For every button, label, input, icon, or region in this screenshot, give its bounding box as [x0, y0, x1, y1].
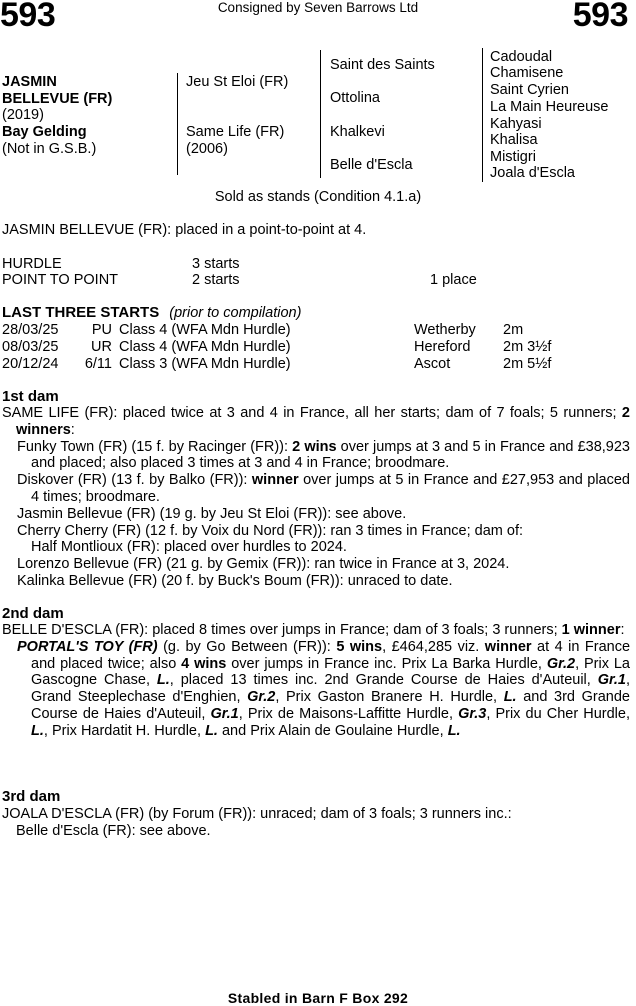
second-dam-intro: BELLE D'ESCLA (FR): placed 8 times over jumps in France; dam of 3 foals; 3 runners; 1 winner: [2, 622, 625, 638]
start-distance: 2m 5½f [503, 356, 552, 372]
pedigree-gen3-item: Belle d'Escla [330, 157, 413, 173]
horse-gsb: (Not in G.S.B.) [2, 141, 97, 157]
stabling-footer: Stabled in Barn F Box 292 [227, 990, 409, 1006]
pedigree-gen3-item: Saint des Saints [330, 57, 435, 73]
record-type: POINT TO POINT [2, 272, 119, 288]
pedigree-gen4-item: Cadoudal [490, 49, 553, 65]
pedigree-divider-3 [482, 48, 483, 182]
first-dam-foal: Cherry Cherry (FR) (12 f. by Voix du Nord (FR)): ran 3 times in France; dam of: [17, 522, 524, 539]
start-position: UR [91, 339, 112, 355]
record-places: 1 place [430, 272, 477, 288]
pedigree-gen4-item: Chamisene [490, 65, 564, 81]
start-distance: 2m [503, 322, 524, 338]
lot-number-right: 593 [572, 0, 628, 34]
pedigree-divider-2 [320, 50, 321, 178]
first-dam-foal: Kalinka Bellevue (FR) (20 f. by Buck's Boum (FR)): unraced to date. [17, 572, 453, 589]
lot-number-left: 593 [0, 0, 56, 34]
pedigree-gen4-item: Kahyasi [490, 116, 542, 132]
third-dam-foal: Belle d'Escla (FR): see above. [16, 823, 211, 839]
pedigree-sire: Jeu St Eloi (FR) [186, 74, 289, 90]
start-date: 08/03/25 [2, 339, 59, 355]
second-dam-heading: 2nd dam [2, 605, 64, 622]
start-position: PU [91, 322, 112, 338]
record-starts: 2 starts [192, 272, 240, 288]
third-dam-heading: 3rd dam [2, 788, 61, 805]
start-position: 6/11 [84, 356, 112, 372]
start-course: Hereford [414, 339, 471, 355]
start-race: Class 3 (WFA Mdn Hurdle) [119, 356, 291, 372]
second-dam-foal: PORTAL'S TOY (FR) (g. by Go Between (FR)): 5 wins, £464,285 viz. winner at 4 in France and placed twice; also 4 wins over jumps in France inc. Prix La Barka Hurdle, Gr.2, Prix La Gascogne Chase, L., placed 13 times inc. 2nd Grande Course de Haies d'Auteuil, Gr.1, Grand Steeplechase d'Enghien, Gr.2, Prix Gaston Branere H. Hurdle, L. and 3rd Grande Course de Haies d'Auteuil, Gr.1, Prix de Maisons-Laffitte Hurdle, Gr.3, Prix du Cher Hurdle, L., Prix Hardatit H. Hurdle, L. and Prix Alain de Goulaine Hurdle, L. [17, 638, 631, 739]
horse-name-line1: JASMIN [2, 74, 57, 90]
pedigree-divider-1 [177, 73, 178, 175]
first-dam-grandfoal: Half Montlioux (FR): placed over hurdles to 2024. [31, 539, 347, 556]
horse-name-line2: BELLEVUE (FR) [2, 91, 113, 107]
pedigree-gen3-item: Khalkevi [330, 124, 385, 140]
first-dam-heading: 1st dam [2, 388, 59, 405]
pedigree-gen3-item: Ottolina [330, 90, 380, 106]
start-course: Ascot [414, 356, 451, 372]
record-type: HURDLE [2, 256, 62, 272]
pedigree-dam-year: (2006) [186, 141, 228, 157]
record-starts: 3 starts [192, 256, 240, 272]
summary: JASMIN BELLEVUE (FR): placed in a point-to-point at 4. [2, 222, 367, 238]
last-three-heading-row [2, 305, 301, 321]
pedigree-gen4-item: Joala d'Escla [490, 165, 575, 181]
last-three-heading: LAST THREE STARTS [2, 304, 160, 321]
pedigree-gen4-item: Khalisa [490, 132, 538, 148]
start-date: 20/12/24 [2, 356, 59, 372]
horse-year: (2019) [2, 107, 44, 123]
start-course: Wetherby [414, 322, 476, 338]
first-dam-section [2, 405, 630, 590]
pedigree-gen4-item: La Main Heureuse [490, 99, 609, 115]
pedigree-dam: Same Life (FR) [186, 124, 285, 140]
first-dam-foal: Funky Town (FR) (15 f. by Racinger (FR)): 2 wins over jumps at 3 and 5 in France and £38,923 and placed; also placed 3 times at 3 and 4 in France; broodmare. [17, 438, 630, 472]
start-race: Class 4 (WFA Mdn Hurdle) [119, 339, 291, 355]
first-dam-foal: Jasmin Bellevue (FR) (19 g. by Jeu St Eloi (FR)): see above. [17, 505, 407, 522]
first-dam-foal: Lorenzo Bellevue (FR) (21 g. by Gemix (FR)): ran twice in France at 3, 2024. [17, 556, 510, 573]
second-dam-section [2, 622, 630, 740]
start-distance: 2m 3½f [503, 339, 552, 355]
consignor: Consigned by Seven Barrows Ltd [217, 0, 419, 15]
start-race: Class 4 (WFA Mdn Hurdle) [119, 322, 291, 338]
first-dam-foal: Diskover (FR) (13 f. by Balko (FR)): winner over jumps at 5 in France and £27,953 and placed 4 times; broodmare. [17, 472, 631, 505]
sale-condition: Sold as stands (Condition 4.1.a) [214, 189, 422, 205]
horse-description: Bay Gelding [2, 124, 87, 140]
last-three-note: (prior to compilation) [169, 305, 302, 321]
first-dam-intro: SAME LIFE (FR): placed twice at 3 and 4 in France, all her starts; dam of 7 foals; 5 runners; 2 winners: [2, 405, 630, 438]
pedigree-gen4-item: Mistigri [490, 149, 536, 165]
pedigree-gen4-item: Saint Cyrien [490, 82, 569, 98]
third-dam-line: JOALA D'ESCLA (FR) (by Forum (FR)): unraced; dam of 3 foals; 3 runners inc.: [2, 806, 512, 822]
start-date: 28/03/25 [2, 322, 59, 338]
